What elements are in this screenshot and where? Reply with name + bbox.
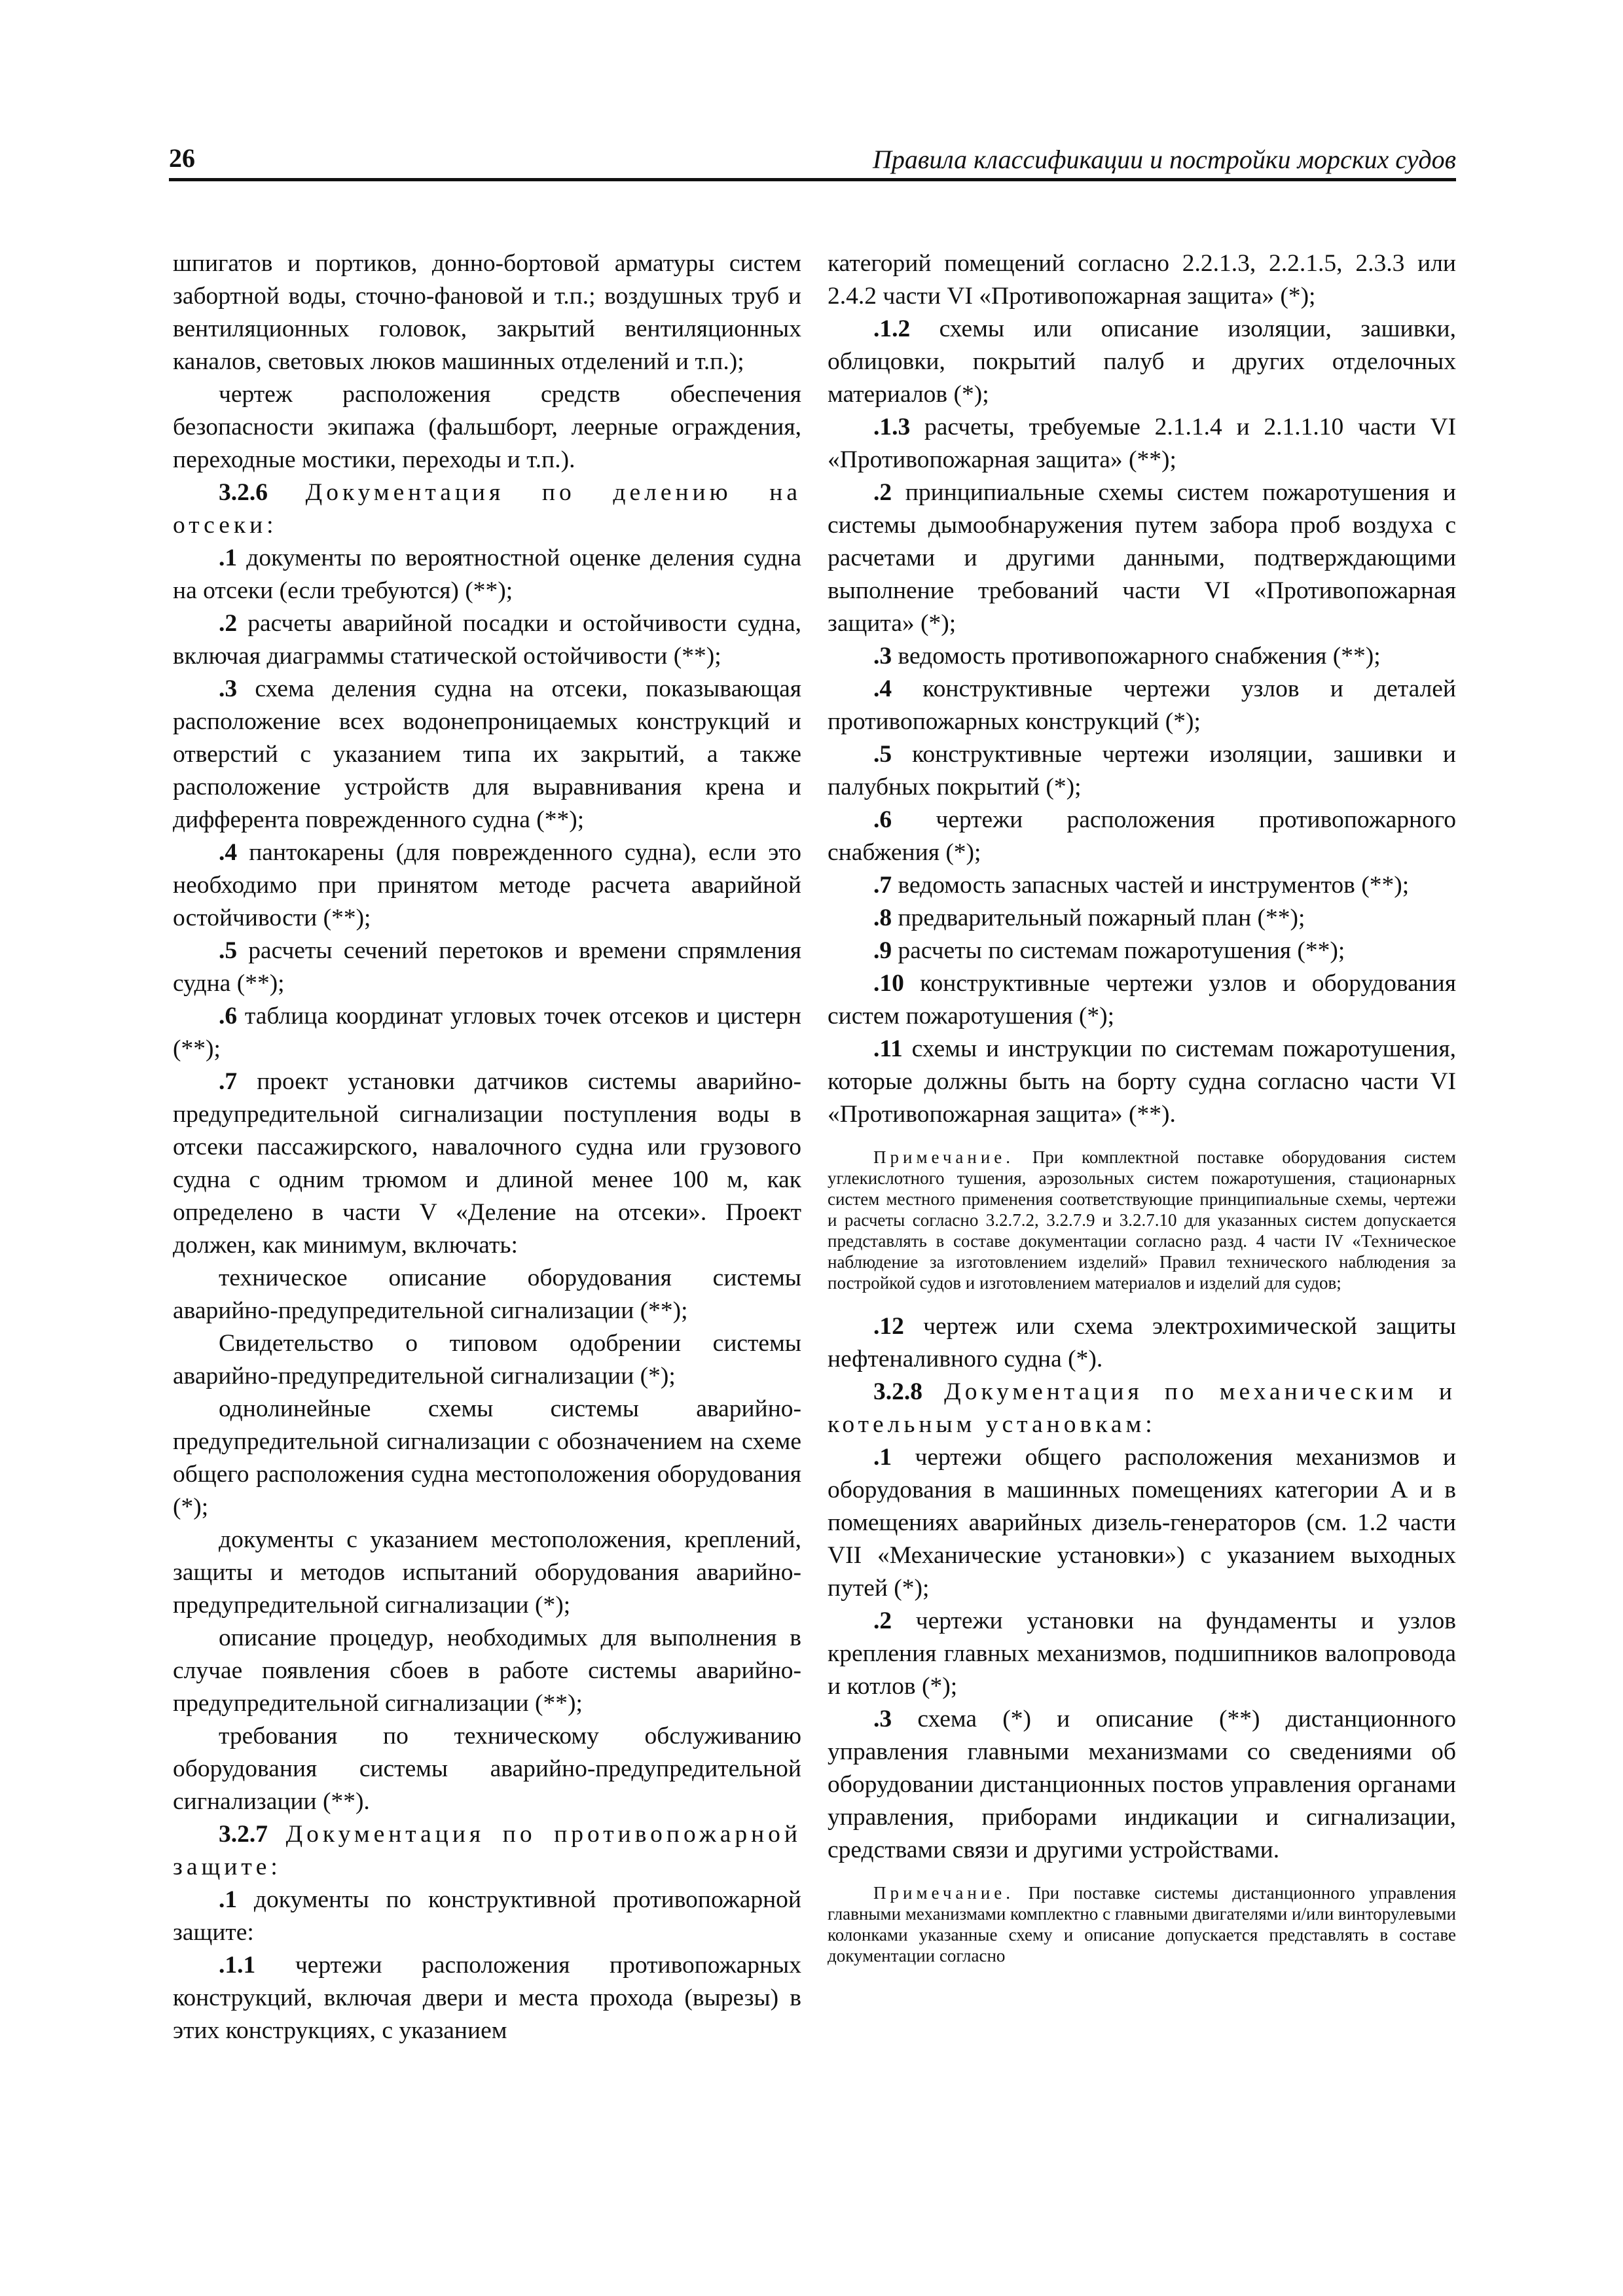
item-number: .1.2	[873, 315, 911, 342]
item-number: .11	[873, 1035, 903, 1062]
section-title: Документация по делению на отсеки:	[173, 479, 801, 539]
section-heading-3-2-8	[828, 1376, 1456, 1441]
item-number: .2	[873, 479, 892, 506]
sub-item: техническое описание оборудования системы аварийно-предупредительной сигнализации (**);	[173, 1265, 801, 1324]
item-number: .2	[219, 610, 238, 637]
item-number: .6	[873, 806, 892, 833]
item-text: схемы или описание изоляции, зашивки, облицовки, покрытий палуб и других отделочных материалов (*);	[828, 315, 1456, 408]
list-item	[828, 313, 1456, 411]
list-item	[828, 411, 1456, 476]
sub-item: однолинейные схемы системы аварийно-предупредительной сигнализации с обозначением на схеме общего расположения судна местоположения оборудования (*);	[173, 1395, 801, 1520]
sub-item: Свидетельство о типовом одобрении системы аварийно-предупредительной сигнализации (*);	[173, 1330, 801, 1390]
item-number: .7	[219, 1068, 238, 1095]
list-item	[828, 476, 1456, 640]
list-item	[173, 607, 801, 673]
item-text: расчеты, требуемые 2.1.1.4 и 2.1.1.10 части VI «Противопожарная защита» (**);	[828, 414, 1456, 473]
note-label: Примечание.	[873, 1883, 1015, 1903]
item-text: принципиальные схемы систем пожаротушения и системы дымообнаружения путем забора проб воздуха с расчетами и другими данными, подтверждающими выполнение требований части VI «Противопожарная защита» (*);	[828, 479, 1456, 637]
item-number: .4	[873, 675, 892, 702]
list-item	[828, 1310, 1456, 1376]
item-text: ведомость противопожарного снабжения (**);	[892, 643, 1381, 670]
item-text: конструктивные чертежи изоляции, зашивки и палубных покрытий (*);	[828, 741, 1456, 800]
list-item	[173, 1066, 801, 1262]
item-text: схема деления судна на отсеки, показывающая расположение всех водонепроницаемых конструкций и отверстий с указанием типа их закрытий, а также расположение устройств для выравнивания крена и дифферента поврежденного судна (**);	[173, 675, 801, 833]
item-number: .6	[219, 1003, 238, 1030]
section-number: 3.2.7	[219, 1821, 268, 1848]
list-item	[828, 902, 1456, 935]
list-item	[173, 1949, 801, 2047]
note-label: Примечание.	[873, 1147, 1015, 1167]
list-item	[828, 967, 1456, 1033]
item-text: схемы и инструкции по системам пожаротушения, которые должны быть на борту судна согласно части VI «Противопожарная защита» (**).	[828, 1035, 1456, 1128]
item-number: .1	[219, 1886, 238, 1913]
list-item	[828, 640, 1456, 673]
sub-item: требования по техническому обслуживанию оборудования системы аварийно-предупредительной сигнализации (**).	[173, 1723, 801, 1815]
item-text: расчеты сечений перетоков и времени спрямления судна (**);	[173, 937, 801, 997]
list-item	[173, 836, 801, 935]
list-item	[828, 869, 1456, 902]
item-text: схема (*) и описание (**) дистанционного управления главными механизмами со сведениями об оборудовании дистанционных постов управления органами управления, приборами индикации и сигнализации, средствами связи и другими устройствами.	[828, 1706, 1456, 1863]
list-item	[828, 1605, 1456, 1703]
sub-item: документы с указанием местоположения, креплений, защиты и методов испытаний оборудования аварийно-предупредительной сигнализации (*);	[173, 1526, 801, 1619]
paragraph: категорий помещений согласно 2.2.1.3, 2.2.1.5, 2.3.3 или 2.4.2 части VI «Противопожарная защита» (*);	[828, 250, 1456, 310]
item-number: .10	[873, 970, 904, 997]
item-number: .5	[873, 741, 892, 768]
item-text: таблица координат угловых точек отсеков и цистерн (**);	[173, 1003, 801, 1062]
item-text: расчеты по системам пожаротушения (**);	[892, 937, 1345, 964]
item-text: конструктивные чертежи узлов и оборудования систем пожаротушения (*);	[828, 970, 1456, 1030]
list-item	[828, 804, 1456, 869]
item-text: чертежи расположения противопожарного снабжения (*);	[828, 806, 1456, 866]
section-heading-3-2-6	[173, 476, 801, 542]
note-remote-control	[828, 1882, 1456, 1966]
running-title: Правила классификации и постройки морских судов	[872, 145, 1456, 174]
item-text: чертеж или схема электрохимической защиты нефтеналивного судна (*).	[828, 1313, 1456, 1372]
section-title: Документация по противопожарной защите:	[173, 1821, 801, 1880]
note-text: При комплектной поставке оборудования систем углекислотного тушения, аэрозольных систем пожаротушения, стационарных систем местного применения соответствующие принципиальные схемы, чертежи и расчеты согласно 3.2.7.2, 3.2.7.9 и 3.2.7.10 для указанных систем допускается представлять в составе документации согласно разд. 4 части IV «Техническое наблюдение за изготовлением изделий» Правил технического наблюдения за постройкой судов и изготовлением материалов и изделий для судов;	[828, 1147, 1456, 1293]
list-item	[173, 673, 801, 836]
section-number: 3.2.6	[219, 479, 268, 506]
item-text: документы по конструктивной противопожарной защите:	[173, 1886, 801, 1946]
item-text: конструктивные чертежи узлов и деталей противопожарных конструкций (*);	[828, 675, 1456, 735]
item-number: .3	[873, 643, 892, 670]
paragraph: чертеж расположения средств обеспечения безопасности экипажа (фальшборт, леерные ограждения, переходные мостики, переходы и т.п.).	[173, 381, 801, 473]
header-divider	[169, 178, 1456, 181]
list-item	[828, 1441, 1456, 1605]
page-header	[169, 143, 1456, 182]
list-item	[828, 1033, 1456, 1131]
list-item	[173, 935, 801, 1000]
item-text: документы по вероятностной оценке деления судна на отсеки (если требуются) (**);	[173, 545, 801, 604]
item-text: чертежи установки на фундаменты и узлов крепления главных механизмов, подшипников валопровода и котлов (*);	[828, 1607, 1456, 1700]
item-text: расчеты аварийной посадки и остойчивости судна, включая диаграммы статической остойчивости (**);	[173, 610, 801, 670]
list-item	[828, 1703, 1456, 1867]
item-number: .1.3	[873, 414, 911, 440]
list-item	[828, 935, 1456, 967]
item-number: .5	[219, 937, 238, 964]
item-text: чертежи общего расположения механизмов и оборудования в машинных помещениях категории А и в помещениях аварийных дизель-генераторов (см. 1.2 части VII «Механические установки») с указанием выходных путей (*);	[828, 1444, 1456, 1602]
note-text: При поставке системы дистанционного управления главными механизмами комплектно с главными двигателями и/или винторулевыми колонками указанные схему и описание допускается представлять в составе документации согласно	[828, 1883, 1456, 1965]
right-column	[828, 247, 1456, 2145]
left-column	[173, 247, 801, 2145]
item-number: .4	[219, 839, 238, 866]
section-title: Документация по механическим и котельным установкам:	[828, 1378, 1456, 1438]
item-number: .3	[219, 675, 238, 702]
section-number: 3.2.8	[873, 1378, 922, 1405]
item-text: чертежи расположения противопожарных конструкций, включая двери и места прохода (вырезы) в этих конструкциях, с указанием	[173, 1952, 801, 2044]
item-number: .1	[873, 1444, 892, 1471]
item-number: .12	[873, 1313, 904, 1340]
section-heading-3-2-7	[173, 1818, 801, 1884]
item-number: .2	[873, 1607, 892, 1634]
item-number: .1	[219, 545, 238, 571]
item-number: .9	[873, 937, 892, 964]
list-item	[173, 1000, 801, 1066]
item-text: предварительный пожарный план (**);	[892, 905, 1305, 931]
list-item	[173, 1884, 801, 1949]
item-text: пантокарены (для поврежденного судна), если это необходимо при принятом методе расчета аварийной остойчивости (**);	[173, 839, 801, 931]
item-text: проект установки датчиков системы аварийно-предупредительной сигнализации поступления воды в отсеки пассажирского, навалочного судна или грузового судна с одним трюмом и длиной менее 100 м, как определено в части V «Деление на отсеки». Проект должен, как минимум, включать:	[173, 1068, 801, 1259]
paragraph: шпигатов и портиков, донно-бортовой арматуры систем забортной воды, сточно-фановой и т.п.; воздушных труб и вентиляционных головок, закрытий вентиляционных каналов, световых люков машинных отделений и т.п.);	[173, 250, 801, 375]
list-item	[173, 542, 801, 607]
item-number: .8	[873, 905, 892, 931]
note-fire-systems	[828, 1147, 1456, 1293]
item-number: .7	[873, 872, 892, 899]
item-number: .1.1	[219, 1952, 256, 1979]
page-number: 26	[169, 143, 195, 173]
item-text: ведомость запасных частей и инструментов (**);	[892, 872, 1410, 899]
list-item	[828, 673, 1456, 738]
sub-item: описание процедур, необходимых для выполнения в случае появления сбоев в работе системы аварийно-предупредительной сигнализации (**);	[173, 1624, 801, 1717]
list-item	[828, 738, 1456, 804]
item-number: .3	[873, 1706, 892, 1732]
